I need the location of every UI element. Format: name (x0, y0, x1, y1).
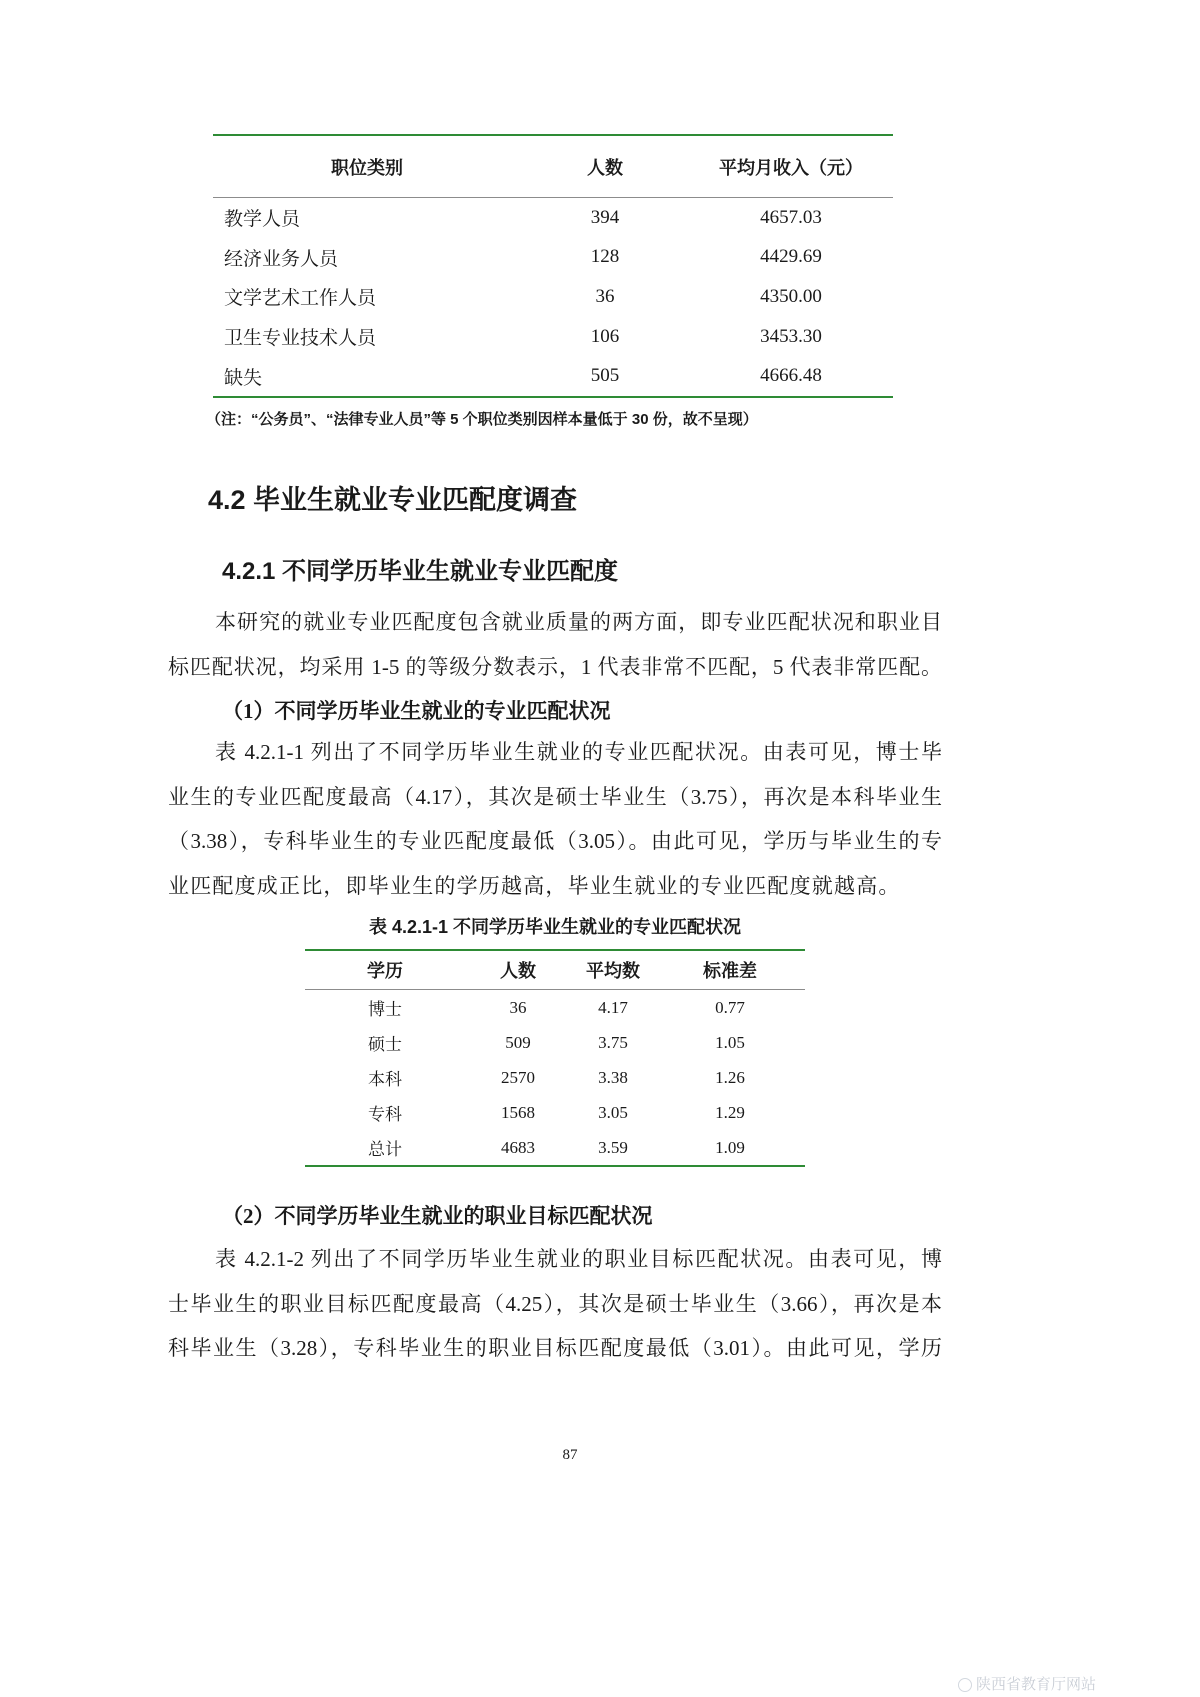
table-header-row (305, 951, 805, 990)
table-cell: 1568 (501, 1102, 535, 1122)
watermark-text: 陕西省教育厅网站 (976, 1677, 1097, 1693)
table-cell: 本科 (368, 1070, 402, 1089)
paragraph (168, 730, 942, 908)
table-cell: 文学艺术工作人员 (224, 288, 377, 310)
section-heading: 4.2 毕业生就业专业匹配度调查 (208, 485, 578, 515)
table-caption: 表 4.2.1-1 不同学历毕业生就业的专业匹配状况 (368, 917, 742, 937)
paragraph-line: 本研究的就业专业匹配度包含就业质量的两方面，即专业匹配状况和职业目 (215, 610, 942, 634)
table-row (213, 238, 893, 278)
table-cell: 128 (590, 246, 620, 268)
header-count: 人数 (587, 157, 623, 178)
header-occupation: 职位类别 (331, 157, 403, 178)
paragraph-line: 标匹配状况，均采用 1-5 的等级分数表示，1 代表非常不匹配，5 代表非常匹配。 (168, 654, 942, 679)
table-cell: 专科 (368, 1105, 402, 1124)
table-row (305, 1130, 805, 1165)
item-heading: （1）不同学历毕业生就业的专业匹配状况 (222, 699, 611, 723)
table-cell: 4657.03 (760, 206, 822, 228)
table-row (305, 1095, 805, 1130)
table-cell: 4666.48 (760, 365, 822, 387)
paragraph-line: 业匹配度成正比，即毕业生的学历越高，毕业生就业的专业匹配度就越高。 (168, 873, 901, 898)
table-cell: 3.59 (598, 1137, 628, 1157)
table-cell: 3.05 (598, 1102, 628, 1122)
paragraph (168, 1237, 942, 1371)
watermark-logo-icon (958, 1678, 972, 1692)
major-match-by-degree-table (305, 949, 805, 1167)
header-avg-income: 平均月收入（元） (719, 157, 863, 178)
paragraph-line: （3.38），专科毕业生的专业匹配度最低（3.05）。由此可见，学历与毕业生的专 (168, 829, 942, 853)
table-row (305, 990, 805, 1025)
header-count: 人数 (500, 961, 536, 981)
table-cell: 经济业务人员 (224, 248, 339, 270)
watermark (958, 1676, 1096, 1694)
table-cell: 4.17 (598, 997, 628, 1017)
income-by-occupation-table (213, 134, 893, 398)
table-row (213, 356, 893, 396)
subsection-heading: 4.2.1 不同学历毕业生就业专业匹配度 (222, 558, 619, 585)
table-cell: 505 (590, 365, 620, 387)
table-cell: 硕士 (368, 1035, 402, 1054)
paragraph (168, 600, 942, 689)
table-cell: 2570 (501, 1067, 535, 1087)
table-cell: 0.77 (715, 997, 745, 1017)
table-row (305, 1025, 805, 1060)
header-degree: 学历 (367, 961, 403, 981)
table-cell: 卫生专业技术人员 (224, 328, 377, 350)
table-row (213, 317, 893, 357)
table-cell: 394 (590, 206, 620, 228)
table-cell: 106 (590, 325, 620, 347)
table-cell: 4350.00 (760, 285, 822, 307)
header-mean: 平均数 (586, 961, 640, 981)
table-cell: 缺失 (224, 367, 263, 389)
table-header-row (213, 136, 893, 198)
table-row (213, 277, 893, 317)
paragraph-line: 士毕业生的职业目标匹配度最高（4.25），其次是硕士毕业生（3.66），再次是本 (168, 1291, 942, 1316)
paragraph-line: 业生的专业匹配度最高（4.17），其次是硕士毕业生（3.75），再次是本科毕业生 (168, 784, 942, 809)
table-cell: 3.38 (598, 1067, 628, 1087)
table-cell: 36 (595, 285, 615, 307)
table-cell: 1.09 (715, 1137, 745, 1157)
table-row (305, 1060, 805, 1095)
table-cell: 36 (509, 997, 527, 1017)
table-cell: 3453.30 (760, 325, 822, 347)
table-cell: 1.26 (715, 1067, 745, 1087)
paragraph-line: 表 4.2.1-1 列出了不同学历毕业生就业的专业匹配状况。由表可见，博士毕 (215, 740, 942, 764)
table-cell: 4683 (501, 1137, 535, 1157)
table-cell: 总计 (368, 1140, 402, 1159)
table-row (213, 198, 893, 238)
page-number: 87 (562, 1447, 578, 1463)
table-cell: 4429.69 (760, 246, 822, 268)
table-cell: 教学人员 (224, 209, 301, 231)
paragraph-line: 科毕业生（3.28），专科毕业生的职业目标匹配度最低（3.01）。由此可见，学历 (168, 1336, 942, 1360)
table-cell: 博士 (368, 1000, 402, 1019)
table-cell: 3.75 (598, 1032, 628, 1052)
header-std-dev: 标准差 (703, 961, 757, 981)
table-cell: 509 (505, 1032, 531, 1052)
item-heading: （2）不同学历毕业生就业的职业目标匹配状况 (222, 1204, 653, 1228)
table-cell: 1.29 (715, 1102, 745, 1122)
table-note: （注：“公务员”、“法律专业人员”等 5 个职位类别因样本量低于 30 份，故不呈现） (206, 411, 758, 428)
paragraph-line: 表 4.2.1-2 列出了不同学历毕业生就业的职业目标匹配状况。由表可见，博 (215, 1247, 942, 1271)
table-cell: 1.05 (715, 1032, 745, 1052)
